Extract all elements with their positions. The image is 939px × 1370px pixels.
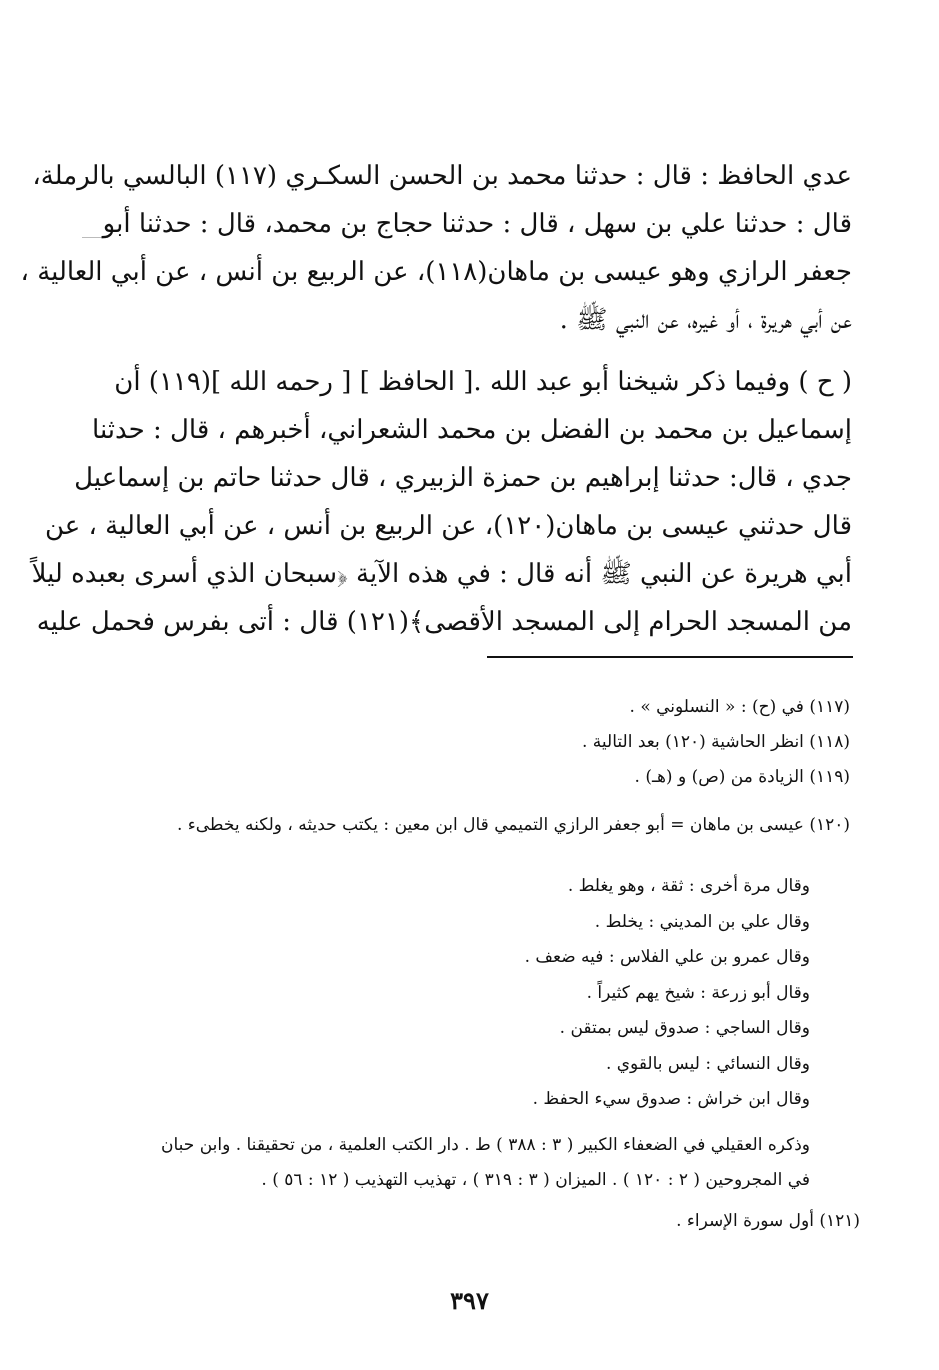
saying-line: وقال أبو زرعة : شيخ يهم كثيراً . xyxy=(586,982,810,1003)
saying-line: وقال علي بن المديني : يخلط . xyxy=(594,911,810,932)
saying-line: وقال ابن خراش : صدوق سيء الحفظ . xyxy=(532,1089,810,1109)
text-line: من المسجد الحرام إلى المسجد الأقصى﴾(١٢١) قال : أتى بفرس فحمل عليه xyxy=(36,607,852,637)
saying-line: وقال الساجي : صدوق ليس بمتقن . xyxy=(559,1018,810,1038)
footnote-119: (١١٩) الزيادة من (ص) و (هـ) . xyxy=(634,767,850,787)
text-line: قال : حدثنا علي بن سهل ، قال : حدثنا حجاج بن محمد، قال : حدثنا أبو xyxy=(102,209,852,239)
reference-line: وذكره العقيلي في الضعفاء الكبير ( ٣ : ٣٨٨ ) ط . دار الكتب العلمية ، من تحقيقنا . وابن حبان xyxy=(160,1135,810,1155)
footnote-120-references xyxy=(120,1128,810,1198)
text-line: ( ح ) وفيما ذكر شيخنا أبو عبد الله .[ الحافظ ] [ رحمه الله ](١١٩) أن xyxy=(114,367,852,397)
footnote-121: (١٢١) أول سورة الإسراء . xyxy=(676,1211,860,1231)
footnote-separator xyxy=(487,656,853,658)
saying-line: وقال عمرو بن علي الفلاس : فيه ضعف . xyxy=(524,947,810,967)
footnote-120-sayings xyxy=(120,869,810,1118)
text-line: جدي ، قال: حدثنا إبراهيم بن حمزة الزبيري ، قال حدثنا حاتم بن إسماعيل xyxy=(74,463,852,493)
reference-line: في المجروحين ( ٢ : ١٢٠ ) . الميزان ( ٣ : ٣١٩ ) ، تهذيب التهذيب ( ١٢ : ٥٦ ) . xyxy=(261,1170,810,1190)
footnote-117: (١١٧) في (ح) : « النسلوني » . xyxy=(629,697,850,717)
text-line: أبي هريرة عن النبي ﷺ أنه قال : في هذه الآية ﴿سبحان الذي أسرى بعبده ليلاً xyxy=(31,559,852,589)
text-line: قال حدثني عيسى بن ماهان(١٢٠)، عن الربيع بن أنس ، عن أبي العالية ، عن xyxy=(44,511,852,541)
text-line: إسماعيل بن محمد بن الفضل بن محمد الشعراني، أخبرهم ، قال : حدثنا xyxy=(92,415,852,445)
main-paragraph-1 xyxy=(20,152,852,344)
text-line: جعفر الرازي وهو عيسى بن ماهان(١١٨)، عن الربيع بن أنس ، عن أبي العالية ، xyxy=(20,257,852,287)
text-line: عن أبي هريرة ، أو غيره، عن النبي ﷺ . xyxy=(559,305,852,335)
footnotes-block xyxy=(120,690,850,795)
footnote-118: (١١٨) انظر الحاشية (١٢٠) بعد التالية . xyxy=(581,732,850,752)
saying-line: وقال النسائي : ليس بالقوي . xyxy=(605,1053,810,1074)
saying-line: وقال مرة أخرى : ثقة ، وهو يغلط . xyxy=(567,876,810,896)
page-number: ٣٩٧ xyxy=(450,1286,489,1315)
text-line: عدي الحافظ : قال : حدثنا محمد بن الحسن السكـري (١١٧) البالسي بالرملة، xyxy=(32,161,852,191)
main-paragraph-2 xyxy=(31,358,852,646)
footnote-120: (١٢٠) عيسى بن ماهان = أبو جعفر الرازي التميمي قال ابن معين : يكتب حديثه ، ولكنه يخطىء . xyxy=(176,815,850,835)
